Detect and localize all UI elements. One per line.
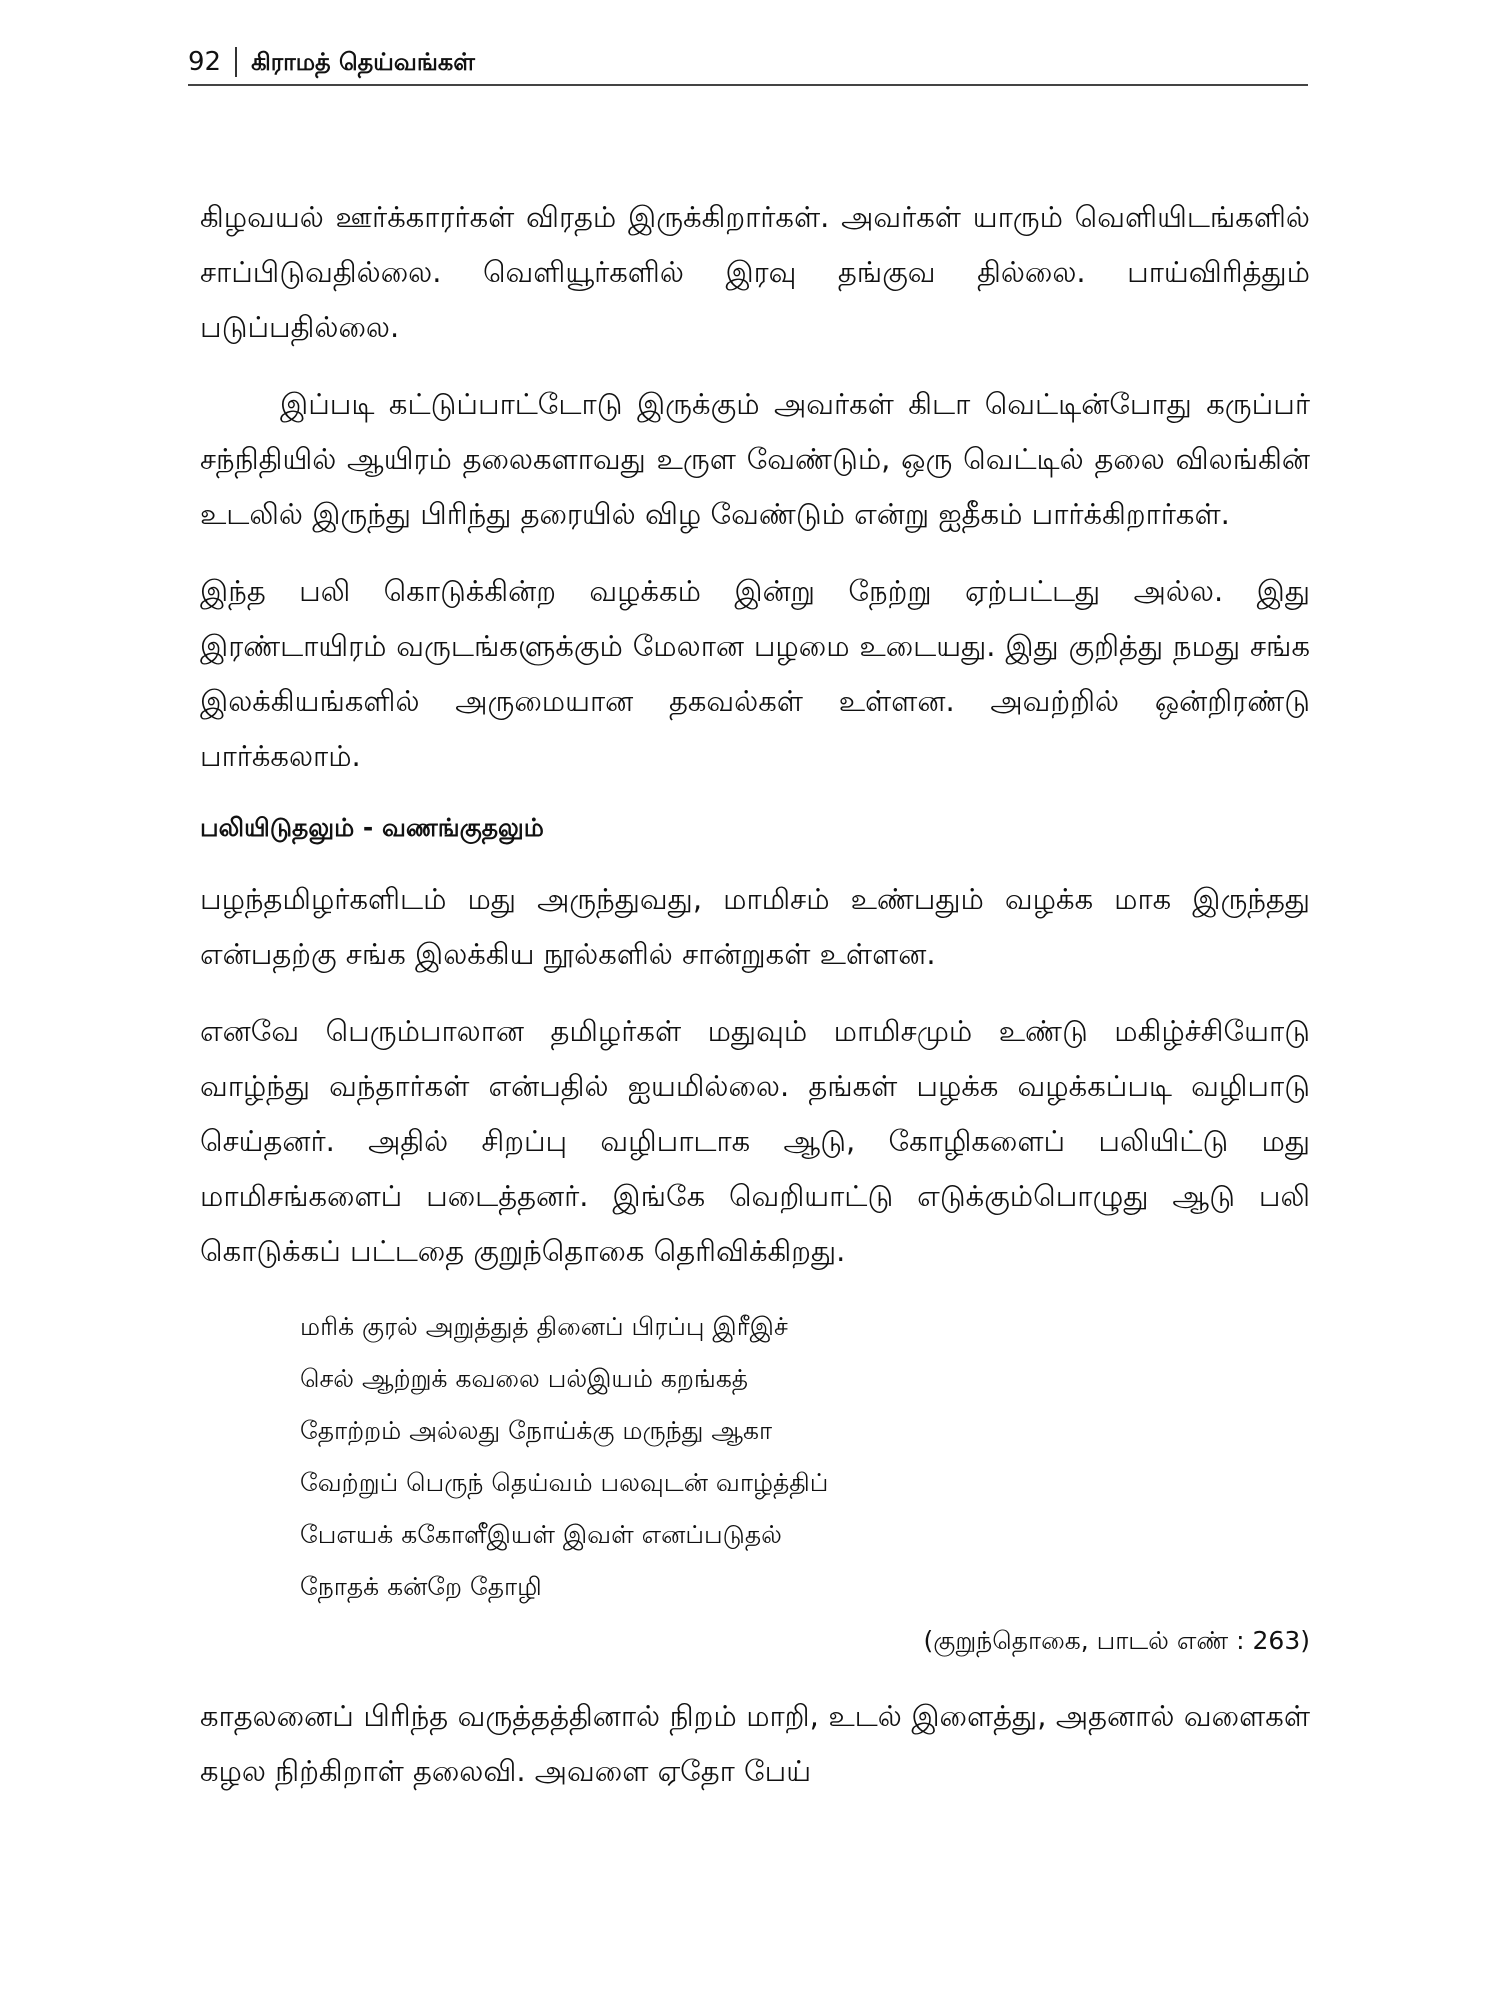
verse-citation: (குறுந்தொகை, பாடல் எண் : 263) [923, 1626, 1310, 1655]
section-paragraph-2: எனவே பெரும்பாலான தமிழர்கள் மதுவும் மாமிசமும் உண்டு மகிழ்ச்சியோடு வாழ்ந்து வந்தார்கள் என்பதில் ஐயமில்லை. தங்கள் பழக்க வழக்கப்படி வழிபாடு செய்தனர். அதில் சிறப்பு வழிபாடாக ஆடு, கோழிகளைப் பலியிட்டு மது மாமிசங்களைப் படைத்தனர். இங்கே வெறியாட்டு எடுக்கும்பொழுது ஆடு பலி கொடுக்கப் பட்டதை குறுந்தொகை தெரிவிக்கிறது. [200, 1014, 1310, 1268]
verse-line: பேஎயக் ககோளீஇயள் இவள் எனப்படுதல் [300, 1520, 782, 1549]
paragraph-3: இந்த பலி கொடுக்கின்ற வழக்கம் இன்று நேற்று ஏற்பட்டது அல்ல. இது இரண்டாயிரம் வருடங்களுக்கும் மேலான பழமை உடையது. இது குறித்து நமது சங்க இலக்கியங்களில் அருமையான தகவல்கள் உள்ளன. அவற்றில் ஒன்றிரண்டு பார்க்கலாம். [200, 574, 1310, 773]
closing-paragraph: காதலனைப் பிரிந்த வருத்தத்தினால் நிறம் மாறி, உடல் இளைத்து, அதனால் வளைகள் கழல நிற்கிறாள் தலைவி. அவளை ஏதோ பேய் [200, 1699, 1310, 1788]
verse-quote [300, 1301, 1310, 1613]
body-text [200, 190, 1310, 1821]
page-number: 92 [188, 47, 237, 77]
verse-line: வேற்றுப் பெருந் தெய்வம் பலவுடன் வாழ்த்திப் [300, 1468, 829, 1497]
paragraph-2: இப்படி கட்டுப்பாட்டோடு இருக்கும் அவர்கள் கிடா வெட்டின்போது கருப்பர் சந்நிதியில் ஆயிரம் தலைகளாவது உருள வேண்டும், ஒரு வெட்டில் தலை விலங்கின் உடலில் இருந்து பிரிந்து தரையில் விழ வேண்டும் என்று ஐதீகம் பார்க்கிறார்கள். [200, 387, 1310, 531]
paragraph-1: கிழவயல் ஊர்க்காரர்கள் விரதம் இருக்கிறார்கள். அவர்கள் யாரும் வெளியிடங்களில் சாப்பிடுவதில்லை. வெளியூர்களில் இரவு தங்குவ தில்லை. பாய்விரித்தும் படுப்பதில்லை. [200, 200, 1310, 344]
section-heading: பலியிடுதலும் - வணங்குதலும் [200, 813, 544, 842]
verse-line: நோதக் கன்றே தோழி [300, 1572, 542, 1601]
section-paragraph-1: பழந்தமிழர்களிடம் மது அருந்துவது, மாமிசம் உண்பதும் வழக்க மாக இருந்தது என்பதற்கு சங்க இலக்கிய நூல்களில் சான்றுகள் உள்ளன. [200, 882, 1310, 971]
verse-line: மரிக் குரல் அறுத்துத் தினைப் பிரப்பு இரீஇச் [300, 1312, 788, 1341]
page-header [188, 40, 1308, 86]
running-title: கிராமத் தெய்வங்கள் [251, 48, 475, 76]
verse-line: தோற்றம் அல்லது நோய்க்கு மருந்து ஆகா [300, 1416, 773, 1445]
verse-line: செல் ஆற்றுக் கவலை பல்இயம் கறங்கத் [300, 1364, 749, 1393]
